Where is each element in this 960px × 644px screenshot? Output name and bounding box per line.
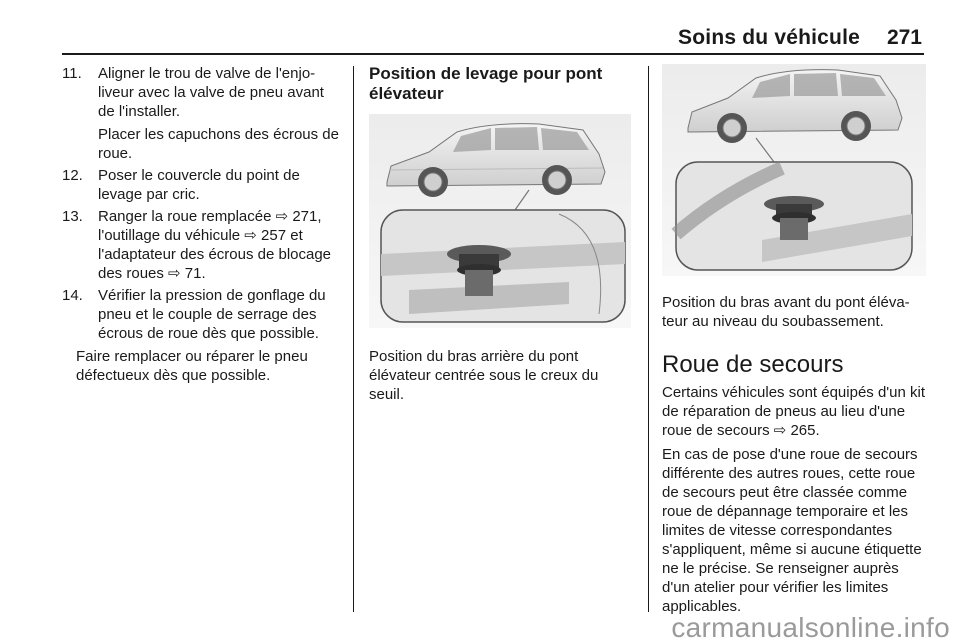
step-text: Poser le couvercle du point de levage par cric. [98, 167, 300, 203]
step-number: 11. [62, 65, 82, 82]
figure-caption: Position du bras avant du pont élévateur au niveau du soubassement. [662, 294, 910, 330]
list-item [62, 286, 344, 343]
steps-list [62, 64, 344, 343]
front-lift-illustration [662, 64, 928, 281]
step-number: 13. [62, 208, 83, 225]
step-text: Ranger la roue remplacée ⇨ 271, l'outillage du véhicule ⇨ 257 et l'adaptateur des écrous de blocage des roues ⇨ 71. [98, 208, 332, 282]
section-title: Soins du véhicule [678, 26, 860, 49]
step-text: Vérifier la pression de gonflage du pneu et le couple de serrage des écrous de roue dès que possible. [98, 287, 326, 342]
column-divider [353, 66, 354, 612]
section-heading: Roue de secours [662, 351, 844, 378]
list-item [62, 166, 344, 204]
list-item [62, 207, 344, 283]
column-left [62, 64, 344, 385]
rear-lift-illustration [369, 114, 633, 333]
column-divider [648, 66, 649, 612]
step-subtext: Placer les capuchons des écrous de roue. [98, 126, 339, 162]
step-number: 14. [62, 287, 83, 304]
body-paragraph: Certains véhicules sont équipés d'un kit de réparation de pneus au lieu d'une roue de secours ⇨ 265. [662, 384, 926, 439]
closing-paragraph: Faire remplacer ou réparer le pneu défectueux dès que possible. [76, 348, 308, 384]
page-number: 271 [886, 26, 922, 49]
step-number: 12. [62, 167, 83, 184]
watermark[interactable]: carmanualsonline.info [671, 612, 950, 643]
step-text: Aligner le trou de valve de l'enjoliveur avec la valve de pneu avant de l'installer. [98, 65, 324, 120]
figure-caption: Position du bras arrière du pont élévateur centrée sous le creux du seuil. [369, 348, 599, 403]
header-rule [62, 53, 924, 55]
car-lift-rear-figure [369, 114, 631, 328]
column-middle [369, 64, 633, 404]
body-paragraph: En cas de pose d'une roue de secours différente des autres roues, cette roue de secours peut être classée comme roue de dépannage temporaire et les limites de vitesse correspondantes s'appliquent, même si aucune étiquette ne le précise. Se renseigner auprès d'un atelier pour vérifier les limites applicables. [662, 446, 922, 615]
car-lift-front-figure [662, 64, 926, 276]
column-right [662, 64, 928, 621]
section-heading: Position de levage pour pont élévateur [369, 64, 603, 103]
list-item [62, 64, 344, 163]
